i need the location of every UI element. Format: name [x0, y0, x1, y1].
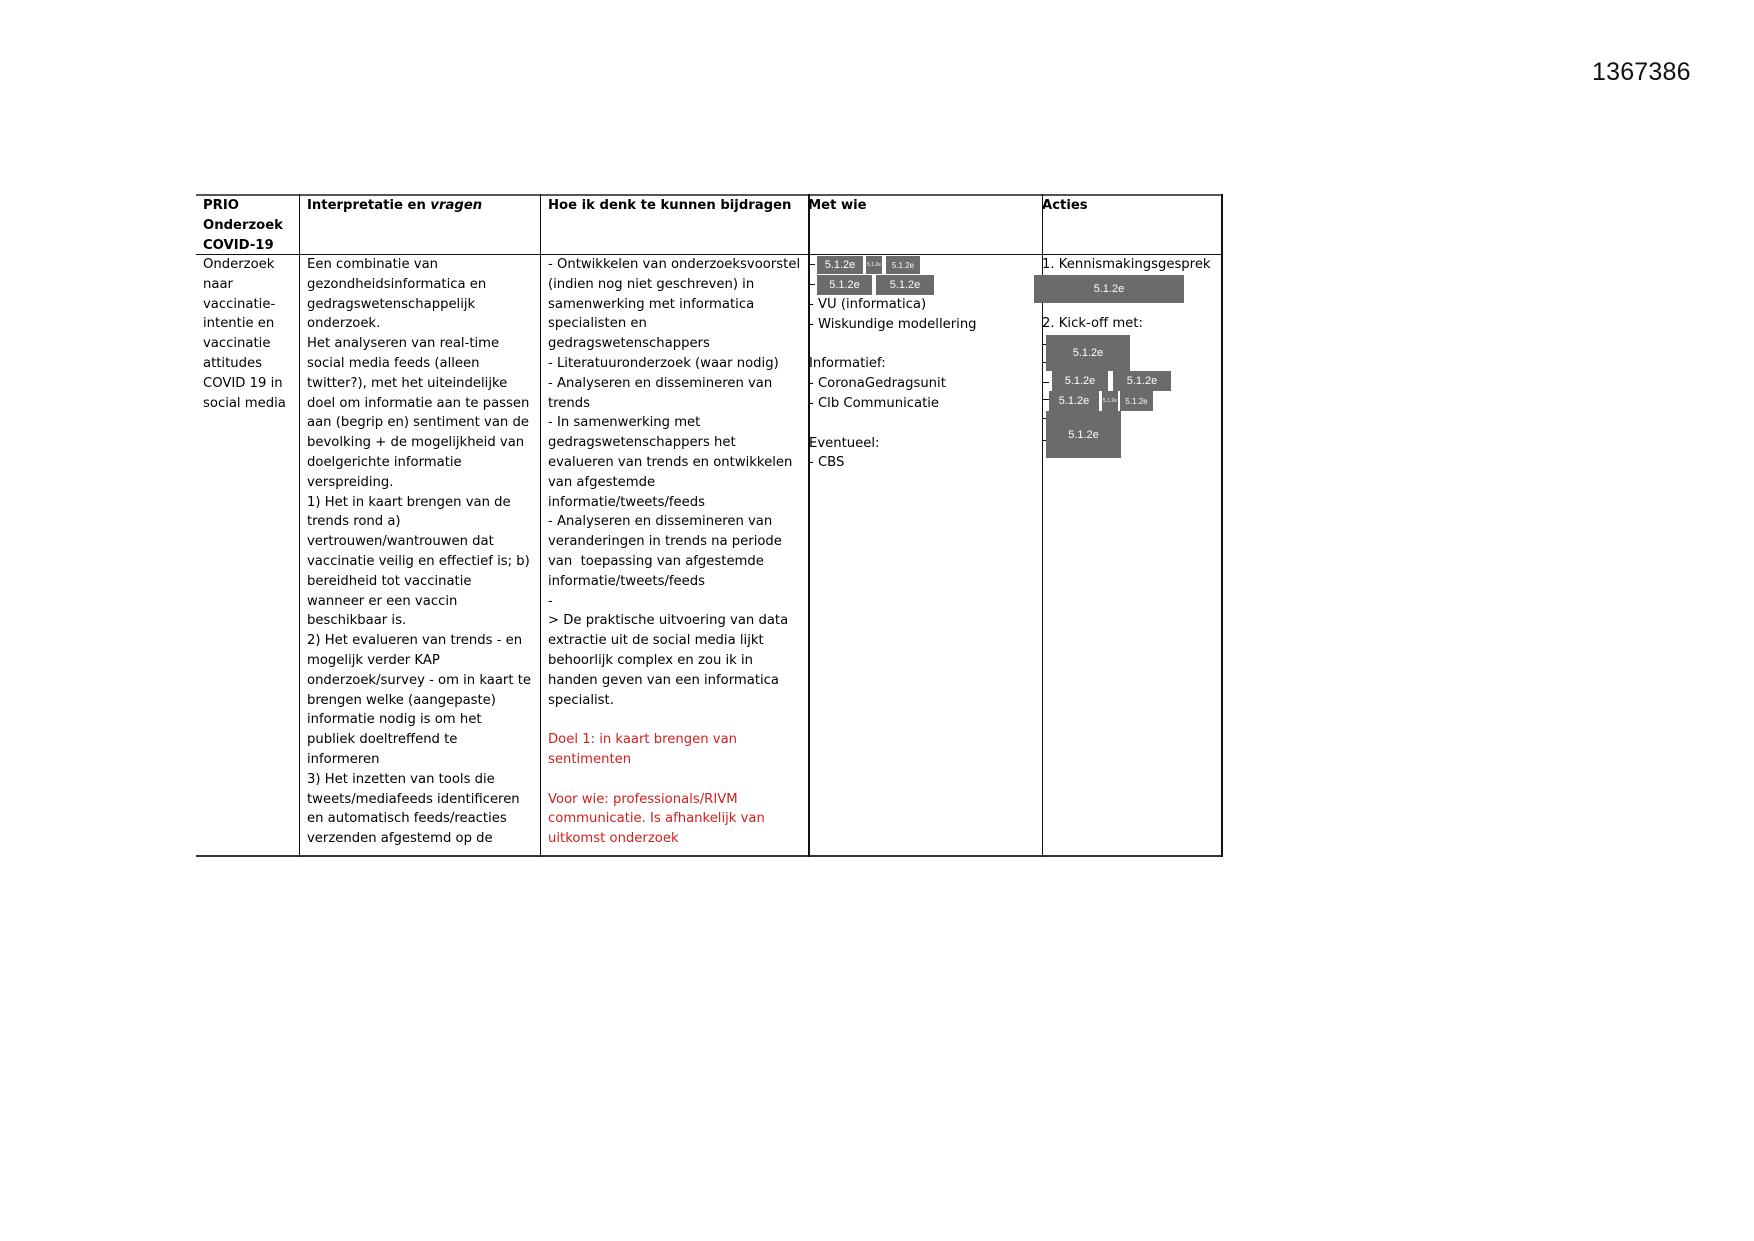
- red-note-line: [548, 770, 800, 790]
- interpretation-line: verzenden afgestemd op de: [307, 831, 493, 847]
- header-bijdragen: Hoe ik denk te kunnen bijdragen: [548, 198, 792, 213]
- redaction-box: 5.1.2e: [866, 256, 882, 274]
- action-1: 1. Kennismakingsgesprek: [1042, 257, 1211, 272]
- contribution-line: -: [548, 593, 553, 609]
- interpretation-line: social media feeds (alleen: [307, 355, 480, 371]
- redaction-box: 5.1.2e: [1049, 391, 1099, 411]
- interpretation-line: gedragswetenschappelijk: [307, 296, 476, 312]
- contribution-line: gedragswetenschappers: [548, 336, 710, 352]
- list-dash: [1043, 382, 1049, 383]
- interpretation-line: bevolking + de mogelijkheid van: [307, 435, 525, 451]
- red-note-line: Voor wie: professionals/RIVM: [548, 791, 738, 807]
- interpretation-line: bereidheid tot vaccinatie: [307, 573, 472, 589]
- redaction-box: 5.1.2e: [1052, 371, 1108, 391]
- redaction-box: 5.1.2e: [1046, 411, 1121, 458]
- eventueel-label: Eventueel:: [809, 435, 880, 451]
- redaction-box: 5.1.2e: [886, 256, 920, 274]
- contribution-line: gedragswetenschappers het: [548, 435, 736, 451]
- topic-cell: [203, 255, 286, 413]
- contribution-line: specialist.: [548, 692, 614, 708]
- interpretation-line: en automatisch feeds/reacties: [307, 811, 507, 827]
- interpretation-line: verspreiding.: [307, 474, 394, 490]
- column-divider-3: [808, 194, 810, 857]
- contribution-line: behoorlijk complex en zou ik in: [548, 652, 754, 668]
- topic-line: COVID 19 in: [203, 375, 283, 391]
- interpretation-line: 1) Het in kaart brengen van de: [307, 494, 511, 510]
- contribution-line: van afgestemde: [548, 474, 656, 490]
- partner-coronagedragsunit: - CoronaGedragsunit: [809, 376, 946, 392]
- contribution-line: - In samenwerking met: [548, 415, 701, 431]
- contribution-line: trends: [548, 395, 591, 411]
- contribution-line: evalueren van trends en ontwikkelen: [548, 454, 793, 470]
- interpretation-line: mogelijk verder KAP: [307, 652, 440, 668]
- table-bottom-border: [196, 855, 1223, 857]
- interpretation-line: Het analyseren van real-time: [307, 336, 500, 352]
- contribution-lines: [548, 255, 800, 710]
- list-dash: [809, 284, 815, 285]
- redaction-box: 5.1.2e: [876, 275, 934, 295]
- topic-line: attitudes: [203, 355, 262, 371]
- redaction-box: 5.1.2e: [1120, 391, 1153, 411]
- priority-research-table: [196, 194, 1223, 857]
- contribution-line: (indien nog niet geschreven) in: [548, 276, 755, 292]
- header-prio-onderzoek: [203, 196, 283, 255]
- with-whom-cell: [809, 295, 977, 473]
- interpretation-line: 3) Het inzetten van tools die: [307, 771, 495, 787]
- topic-line: vaccinatie-: [203, 296, 276, 312]
- redaction-box: 5.1.2e: [1113, 371, 1171, 391]
- interpretation-line: doel om informatie aan te passen: [307, 395, 530, 411]
- interpretation-line: aan (begrip en) sentiment van de: [307, 415, 529, 431]
- red-note-line: uitkomst onderzoek: [548, 831, 679, 847]
- partner-cbs: - CBS: [809, 455, 845, 471]
- interpretation-cell: [307, 255, 531, 849]
- interpretation-line: vertrouwen/wantrouwen dat: [307, 534, 494, 550]
- interpretation-line: vaccinatie veilig en effectief is; b): [307, 553, 530, 569]
- interpretation-line: beschikbaar is.: [307, 613, 407, 629]
- interpretation-line: onderzoek.: [307, 316, 381, 332]
- interpretation-line: brengen welke (aangepaste): [307, 692, 496, 708]
- header-text: Interpretatie en: [307, 198, 431, 213]
- interpretation-line: onderzoek/survey - om in kaart te: [307, 672, 531, 688]
- topic-line: Onderzoek: [203, 257, 275, 272]
- contribution-line: > De praktische uitvoering van data: [548, 613, 789, 629]
- redaction-box: 5.1.2e: [817, 256, 863, 274]
- contribution-line: extractie uit de social media lijkt: [548, 633, 764, 649]
- contribution-line: samenwerking met informatica: [548, 296, 755, 312]
- redaction-box: 5.1.2e: [817, 275, 872, 295]
- topic-line: naar: [203, 276, 233, 292]
- header-interpretatie: [307, 196, 482, 216]
- contribution-line: - Literatuuronderzoek (waar nodig): [548, 355, 779, 371]
- document-id-number: 1367386: [1592, 58, 1691, 86]
- topic-line: intentie en: [203, 316, 275, 332]
- contribution-line: veranderingen in trends na periode: [548, 534, 782, 550]
- column-divider-1: [299, 194, 300, 857]
- contribution-line: - Analyseren en dissemineren van: [548, 375, 773, 391]
- table-right-border: [1221, 194, 1223, 857]
- interpretation-line: twitter?), met het uiteindelijke: [307, 375, 508, 391]
- header-line: Onderzoek: [203, 217, 283, 233]
- header-met-wie: Met wie: [808, 198, 867, 213]
- redaction-box: 5.1.2e: [1034, 275, 1184, 303]
- header-line: PRIO: [203, 198, 239, 213]
- contribution-line: - Analyseren en dissemineren van: [548, 514, 773, 530]
- topic-line: social media: [203, 395, 286, 411]
- contribution-red-notes: [548, 730, 800, 849]
- red-note-line: sentimenten: [548, 751, 632, 767]
- interpretation-line: informatie nodig is om het: [307, 712, 482, 728]
- red-note-line: Doel 1: in kaart brengen van: [548, 732, 738, 748]
- interpretation-line: 2) Het evalueren van trends - en: [307, 633, 523, 649]
- partner-wiskundige-modellering: - Wiskundige modellering: [809, 316, 977, 332]
- contribution-line: informatie/tweets/feeds: [548, 573, 706, 589]
- interpretation-line: doelgerichte informatie: [307, 454, 462, 470]
- interpretation-line: gezondheidsinformatica en: [307, 276, 487, 292]
- contribution-line: van toepassing van afgestemde: [548, 553, 764, 569]
- header-italic-text: vragen: [430, 198, 483, 213]
- red-note-line: communicatie. Is afhankelijk van: [548, 811, 765, 827]
- partner-clb-communicatie: - Clb Communicatie: [809, 395, 940, 411]
- header-line: COVID-19: [203, 237, 274, 253]
- interpretation-line: Een combinatie van: [307, 257, 439, 272]
- interpretation-line: informeren: [307, 751, 380, 767]
- partner-vu: - VU (informatica): [809, 297, 927, 312]
- contribution-line: informatie/tweets/feeds: [548, 494, 706, 510]
- header-acties: Acties: [1042, 198, 1088, 213]
- interpretation-line: tweets/mediafeeds identificeren: [307, 791, 520, 807]
- list-dash: [809, 264, 815, 265]
- column-divider-2: [540, 194, 541, 857]
- contribution-cell: [548, 255, 800, 849]
- contribution-line: handen geven van een informatica: [548, 672, 780, 688]
- redaction-box: 5.1.2e: [1102, 391, 1118, 411]
- contribution-line: specialisten en: [548, 316, 647, 332]
- interpretation-line: wanneer er een vaccin: [307, 593, 458, 609]
- interpretation-line: trends rond a): [307, 514, 401, 530]
- informatief-label: Informatief:: [809, 356, 886, 372]
- contribution-line: - Ontwikkelen van onderzoeksvoorstel: [548, 257, 801, 272]
- action-2: 2. Kick-off met:: [1042, 316, 1143, 331]
- topic-line: vaccinatie: [203, 336, 271, 352]
- redaction-box: 5.1.2e: [1046, 335, 1130, 371]
- interpretation-line: publiek doeltreffend te: [307, 732, 458, 748]
